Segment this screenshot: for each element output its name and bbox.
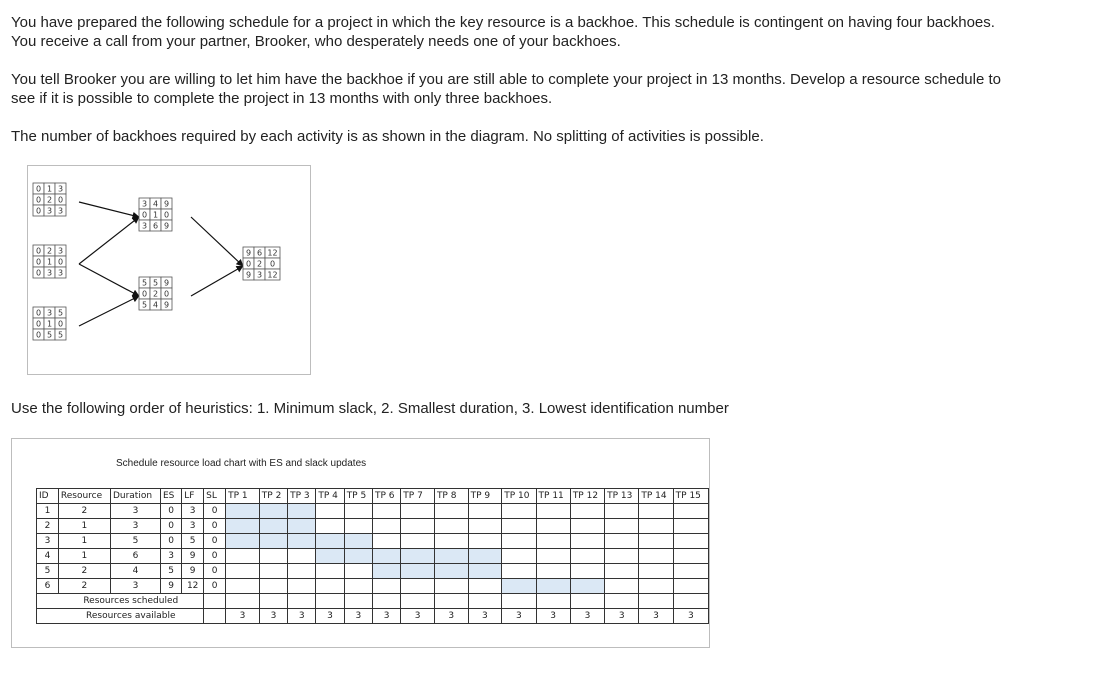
time-period-cell[interactable] — [259, 504, 287, 519]
time-period-cell[interactable] — [673, 519, 708, 534]
arrow-2-5 — [79, 264, 139, 296]
cell-duration: 3 — [110, 579, 160, 594]
intro-paragraph: You have prepared the following schedule for a project in which the key resource is a backhoe. This schedule is contingent on having four backhoes. You receive a call from your partner, Brooker, who desperately needs one of your backhoes. — [11, 14, 995, 50]
node-value: 4 — [152, 199, 159, 209]
cell-es: 5 — [161, 564, 182, 579]
chart-title: Schedule resource load chart with ES and slack updates — [116, 458, 367, 469]
network-node-4 — [139, 198, 172, 231]
time-period-cell[interactable] — [259, 564, 287, 579]
time-period-cell[interactable] — [226, 564, 260, 579]
node-value: 0 — [141, 289, 148, 299]
node-value: 9 — [245, 248, 252, 258]
arrow-2-4 — [79, 217, 139, 264]
time-period-cell[interactable] — [570, 549, 604, 564]
time-period-cell[interactable] — [639, 564, 673, 579]
node-value: 3 — [57, 184, 64, 194]
time-period-cell[interactable] — [288, 564, 316, 579]
cell-resource: 2 — [58, 564, 110, 579]
time-period-cell[interactable] — [502, 549, 536, 564]
network-diagram — [27, 165, 311, 375]
time-period-cell[interactable] — [570, 519, 604, 534]
time-period-cell[interactable] — [434, 549, 468, 564]
time-period-cell[interactable] — [344, 504, 372, 519]
node-value: 5 — [57, 330, 64, 340]
time-period-cell[interactable] — [316, 534, 344, 549]
time-period-cell[interactable] — [434, 504, 468, 519]
node-value: 0 — [35, 319, 42, 329]
time-period-cell[interactable] — [639, 579, 673, 594]
node-value: 3 — [141, 221, 148, 231]
time-period-cell[interactable] — [536, 519, 570, 534]
time-period-cell[interactable] — [570, 534, 604, 549]
time-period-cell[interactable] — [288, 579, 316, 594]
node-value: 9 — [163, 199, 170, 209]
column-header: TP 4 — [316, 489, 344, 504]
node-value: 3 — [46, 268, 53, 278]
requirement-paragraph: The number of backhoes required by each activity is as shown in the diagram. No splitting of activities is possible. — [11, 128, 764, 145]
network-node-3 — [33, 307, 66, 340]
column-header: LF — [182, 489, 204, 504]
cell-lf: 3 — [182, 504, 204, 519]
node-value: 0 — [35, 257, 42, 267]
time-period-cell[interactable] — [673, 534, 708, 549]
cell-sl: 0 — [204, 504, 226, 519]
time-period-cell[interactable] — [502, 519, 536, 534]
time-period-cell[interactable] — [639, 519, 673, 534]
available-cell: 3 — [344, 609, 372, 624]
node-value: 9 — [163, 221, 170, 231]
scheduled-cell[interactable] — [434, 594, 468, 609]
network-node-5 — [139, 277, 172, 310]
available-cell: 3 — [639, 609, 673, 624]
time-period-cell[interactable] — [316, 504, 344, 519]
cell-sl: 0 — [204, 534, 226, 549]
time-period-cell[interactable] — [401, 564, 435, 579]
scheduled-cell[interactable] — [316, 594, 344, 609]
time-period-cell[interactable] — [226, 549, 260, 564]
network-node-1 — [33, 183, 66, 216]
node-value: 9 — [163, 300, 170, 310]
column-header: TP 5 — [344, 489, 372, 504]
cell-es: 0 — [161, 504, 182, 519]
scheduled-cell[interactable] — [502, 594, 536, 609]
column-header: TP 15 — [673, 489, 708, 504]
time-period-cell[interactable] — [536, 564, 570, 579]
node-value: 1 — [46, 184, 53, 194]
time-period-cell[interactable] — [434, 564, 468, 579]
time-period-cell[interactable] — [372, 579, 400, 594]
time-period-cell[interactable] — [468, 534, 502, 549]
time-period-cell[interactable] — [344, 564, 372, 579]
node-value: 3 — [46, 206, 53, 216]
node-value: 1 — [46, 319, 53, 329]
cell-es: 0 — [161, 519, 182, 534]
time-period-cell[interactable] — [288, 519, 316, 534]
resource-load-table — [36, 488, 709, 624]
table-row — [37, 504, 709, 519]
node-value: 6 — [152, 221, 159, 231]
time-period-cell[interactable] — [536, 579, 570, 594]
time-period-cell[interactable] — [316, 564, 344, 579]
time-period-cell[interactable] — [316, 549, 344, 564]
cell-duration: 4 — [110, 564, 160, 579]
node-value: 0 — [35, 246, 42, 256]
time-period-cell[interactable] — [502, 579, 536, 594]
time-period-cell[interactable] — [639, 534, 673, 549]
available-cell: 3 — [401, 609, 435, 624]
cell-duration: 5 — [110, 534, 160, 549]
available-cell: 3 — [570, 609, 604, 624]
time-period-cell[interactable] — [673, 564, 708, 579]
available-cell: 3 — [226, 609, 260, 624]
time-period-cell[interactable] — [372, 534, 400, 549]
scheduled-cell[interactable] — [259, 594, 287, 609]
scheduled-cell[interactable] — [673, 594, 708, 609]
column-header: TP 2 — [259, 489, 287, 504]
time-period-cell[interactable] — [570, 564, 604, 579]
node-value: 5 — [152, 278, 159, 288]
time-period-cell[interactable] — [259, 579, 287, 594]
node-value: 0 — [35, 330, 42, 340]
node-value: 12 — [267, 270, 278, 280]
cell-sl: 0 — [204, 579, 226, 594]
cell-lf: 3 — [182, 519, 204, 534]
node-value: 9 — [163, 278, 170, 288]
available-cell: 3 — [316, 609, 344, 624]
time-period-cell[interactable] — [288, 534, 316, 549]
node-value: 6 — [256, 248, 263, 258]
column-header: TP 13 — [605, 489, 639, 504]
column-header: TP 6 — [372, 489, 400, 504]
column-header: TP 14 — [639, 489, 673, 504]
scheduled-cell[interactable] — [372, 594, 400, 609]
time-period-cell[interactable] — [259, 534, 287, 549]
available-cell: 3 — [536, 609, 570, 624]
time-period-cell[interactable] — [502, 504, 536, 519]
cell-sl: 0 — [204, 549, 226, 564]
resource-chart-frame — [11, 438, 710, 648]
cell-id: 1 — [37, 504, 59, 519]
scheduled-cell[interactable] — [344, 594, 372, 609]
node-value: 3 — [57, 268, 64, 278]
time-period-cell[interactable] — [401, 534, 435, 549]
node-value: 2 — [46, 246, 53, 256]
scheduled-cell[interactable] — [288, 594, 316, 609]
node-value: 3 — [57, 246, 64, 256]
time-period-cell[interactable] — [401, 549, 435, 564]
time-period-cell[interactable] — [673, 579, 708, 594]
column-header: SL — [204, 489, 226, 504]
cell-sl: 0 — [204, 564, 226, 579]
scheduled-cell[interactable] — [226, 594, 260, 609]
table-row — [37, 534, 709, 549]
column-header: TP 7 — [401, 489, 435, 504]
column-header: TP 8 — [434, 489, 468, 504]
time-period-cell[interactable] — [605, 504, 639, 519]
resources-scheduled-label: Resources scheduled — [58, 594, 203, 609]
time-period-cell[interactable] — [536, 504, 570, 519]
node-value: 0 — [163, 210, 170, 220]
column-header: TP 1 — [226, 489, 260, 504]
cell-lf: 9 — [182, 549, 204, 564]
network-node-2 — [33, 245, 66, 278]
arrow-1-4 — [79, 202, 139, 217]
time-period-cell[interactable] — [502, 534, 536, 549]
cell-duration: 6 — [110, 549, 160, 564]
node-value: 2 — [152, 289, 159, 299]
node-value: 2 — [256, 259, 263, 269]
available-cell: 3 — [502, 609, 536, 624]
cell-resource: 1 — [58, 534, 110, 549]
time-period-cell[interactable] — [226, 504, 260, 519]
column-header: TP 10 — [502, 489, 536, 504]
node-value: 5 — [141, 300, 148, 310]
time-period-cell[interactable] — [536, 549, 570, 564]
node-value: 0 — [35, 308, 42, 318]
cell-lf: 9 — [182, 564, 204, 579]
column-header: TP 3 — [288, 489, 316, 504]
heuristics-paragraph: Use the following order of heuristics: 1. Minimum slack, 2. Smallest duration, 3. Lowest identification number — [11, 400, 729, 417]
column-header: TP 11 — [536, 489, 570, 504]
column-header: ES — [161, 489, 182, 504]
time-period-cell[interactable] — [226, 519, 260, 534]
node-value: 0 — [245, 259, 252, 269]
time-period-cell[interactable] — [605, 519, 639, 534]
resources-available-row — [37, 609, 709, 624]
node-value: 1 — [46, 257, 53, 267]
time-period-cell[interactable] — [605, 564, 639, 579]
time-period-cell[interactable] — [372, 549, 400, 564]
table-row — [37, 519, 709, 534]
available-cell: 3 — [372, 609, 400, 624]
node-value: 0 — [57, 319, 64, 329]
time-period-cell[interactable] — [226, 534, 260, 549]
cell-resource: 2 — [58, 579, 110, 594]
cell-id: 3 — [37, 534, 59, 549]
time-period-cell[interactable] — [316, 519, 344, 534]
arrow-5-6 — [191, 266, 243, 296]
time-period-cell[interactable] — [673, 549, 708, 564]
cell-lf: 12 — [182, 579, 204, 594]
time-period-cell[interactable] — [344, 519, 372, 534]
node-value: 12 — [267, 248, 278, 258]
available-cell: 3 — [288, 609, 316, 624]
time-period-cell[interactable] — [673, 504, 708, 519]
time-period-cell[interactable] — [316, 579, 344, 594]
column-header: Resource — [58, 489, 110, 504]
table-row — [37, 564, 709, 579]
time-period-cell[interactable] — [288, 504, 316, 519]
node-value: 0 — [35, 184, 42, 194]
arrow-4-6 — [191, 217, 243, 266]
resources-scheduled-row — [37, 594, 709, 609]
node-value: 0 — [35, 195, 42, 205]
node-value: 3 — [57, 206, 64, 216]
node-value: 3 — [46, 308, 53, 318]
scheduled-cell[interactable] — [468, 594, 502, 609]
available-cell: 3 — [434, 609, 468, 624]
arrow-3-5 — [79, 296, 139, 326]
scheduled-cell[interactable] — [536, 594, 570, 609]
time-period-cell[interactable] — [401, 519, 435, 534]
node-value: 0 — [35, 268, 42, 278]
table-row — [37, 579, 709, 594]
available-cell: 3 — [605, 609, 639, 624]
scheduled-cell[interactable] — [605, 594, 639, 609]
node-value: 3 — [256, 270, 263, 280]
time-period-cell[interactable] — [344, 579, 372, 594]
task-paragraph: You tell Brooker you are willing to let him have the backhoe if you are still able to complete your project in 13 months. Develop a resource schedule to see if it is possible to complete the project in 13 months with only three backhoes. — [11, 71, 1001, 107]
time-period-cell[interactable] — [372, 519, 400, 534]
time-period-cell[interactable] — [372, 504, 400, 519]
column-header: TP 9 — [468, 489, 502, 504]
cell-resource: 2 — [58, 504, 110, 519]
cell-es: 0 — [161, 534, 182, 549]
node-value: 0 — [57, 195, 64, 205]
node-value: 2 — [46, 195, 53, 205]
time-period-cell[interactable] — [570, 579, 604, 594]
time-period-cell[interactable] — [468, 519, 502, 534]
resources-available-label: Resources available — [58, 609, 203, 624]
node-value: 9 — [245, 270, 252, 280]
time-period-cell[interactable] — [468, 504, 502, 519]
cell-id: 4 — [37, 549, 59, 564]
time-period-cell[interactable] — [468, 579, 502, 594]
table-header-row — [37, 489, 709, 504]
cell-id: 2 — [37, 519, 59, 534]
time-period-cell[interactable] — [259, 549, 287, 564]
cell-sl: 0 — [204, 519, 226, 534]
time-period-cell[interactable] — [502, 564, 536, 579]
network-node-6 — [243, 247, 280, 280]
scheduled-cell[interactable] — [570, 594, 604, 609]
node-value: 5 — [57, 308, 64, 318]
node-value: 5 — [46, 330, 53, 340]
cell-duration: 3 — [110, 504, 160, 519]
time-period-cell[interactable] — [605, 579, 639, 594]
cell-id: 5 — [37, 564, 59, 579]
time-period-cell[interactable] — [372, 564, 400, 579]
cell-es: 9 — [161, 579, 182, 594]
scheduled-cell[interactable] — [639, 594, 673, 609]
scheduled-cell[interactable] — [401, 594, 435, 609]
time-period-cell[interactable] — [344, 534, 372, 549]
time-period-cell[interactable] — [288, 549, 316, 564]
cell-id: 6 — [37, 579, 59, 594]
node-value: 5 — [141, 278, 148, 288]
time-period-cell[interactable] — [434, 519, 468, 534]
cell-es: 3 — [161, 549, 182, 564]
time-period-cell[interactable] — [639, 549, 673, 564]
network-svg — [28, 166, 310, 374]
time-period-cell[interactable] — [434, 534, 468, 549]
time-period-cell[interactable] — [401, 504, 435, 519]
node-value: 4 — [152, 300, 159, 310]
time-period-cell[interactable] — [226, 579, 260, 594]
node-value: 0 — [141, 210, 148, 220]
node-value: 0 — [163, 289, 170, 299]
node-value: 3 — [141, 199, 148, 209]
time-period-cell[interactable] — [605, 534, 639, 549]
node-value: 0 — [35, 206, 42, 216]
column-header: Duration — [110, 489, 160, 504]
cell-resource: 1 — [58, 549, 110, 564]
time-period-cell[interactable] — [570, 504, 604, 519]
node-value: 0 — [57, 257, 64, 267]
time-period-cell[interactable] — [605, 549, 639, 564]
available-cell: 3 — [468, 609, 502, 624]
column-header: ID — [37, 489, 59, 504]
available-cell: 3 — [259, 609, 287, 624]
node-value: 1 — [152, 210, 159, 220]
cell-resource: 1 — [58, 519, 110, 534]
table-row — [37, 549, 709, 564]
node-value: 0 — [269, 259, 276, 269]
time-period-cell[interactable] — [344, 549, 372, 564]
cell-lf: 5 — [182, 534, 204, 549]
cell-duration: 3 — [110, 519, 160, 534]
time-period-cell[interactable] — [259, 519, 287, 534]
time-period-cell[interactable] — [639, 504, 673, 519]
time-period-cell[interactable] — [401, 579, 435, 594]
time-period-cell[interactable] — [468, 564, 502, 579]
column-header: TP 12 — [570, 489, 604, 504]
time-period-cell[interactable] — [434, 579, 468, 594]
available-cell: 3 — [673, 609, 708, 624]
time-period-cell[interactable] — [468, 549, 502, 564]
time-period-cell[interactable] — [536, 534, 570, 549]
